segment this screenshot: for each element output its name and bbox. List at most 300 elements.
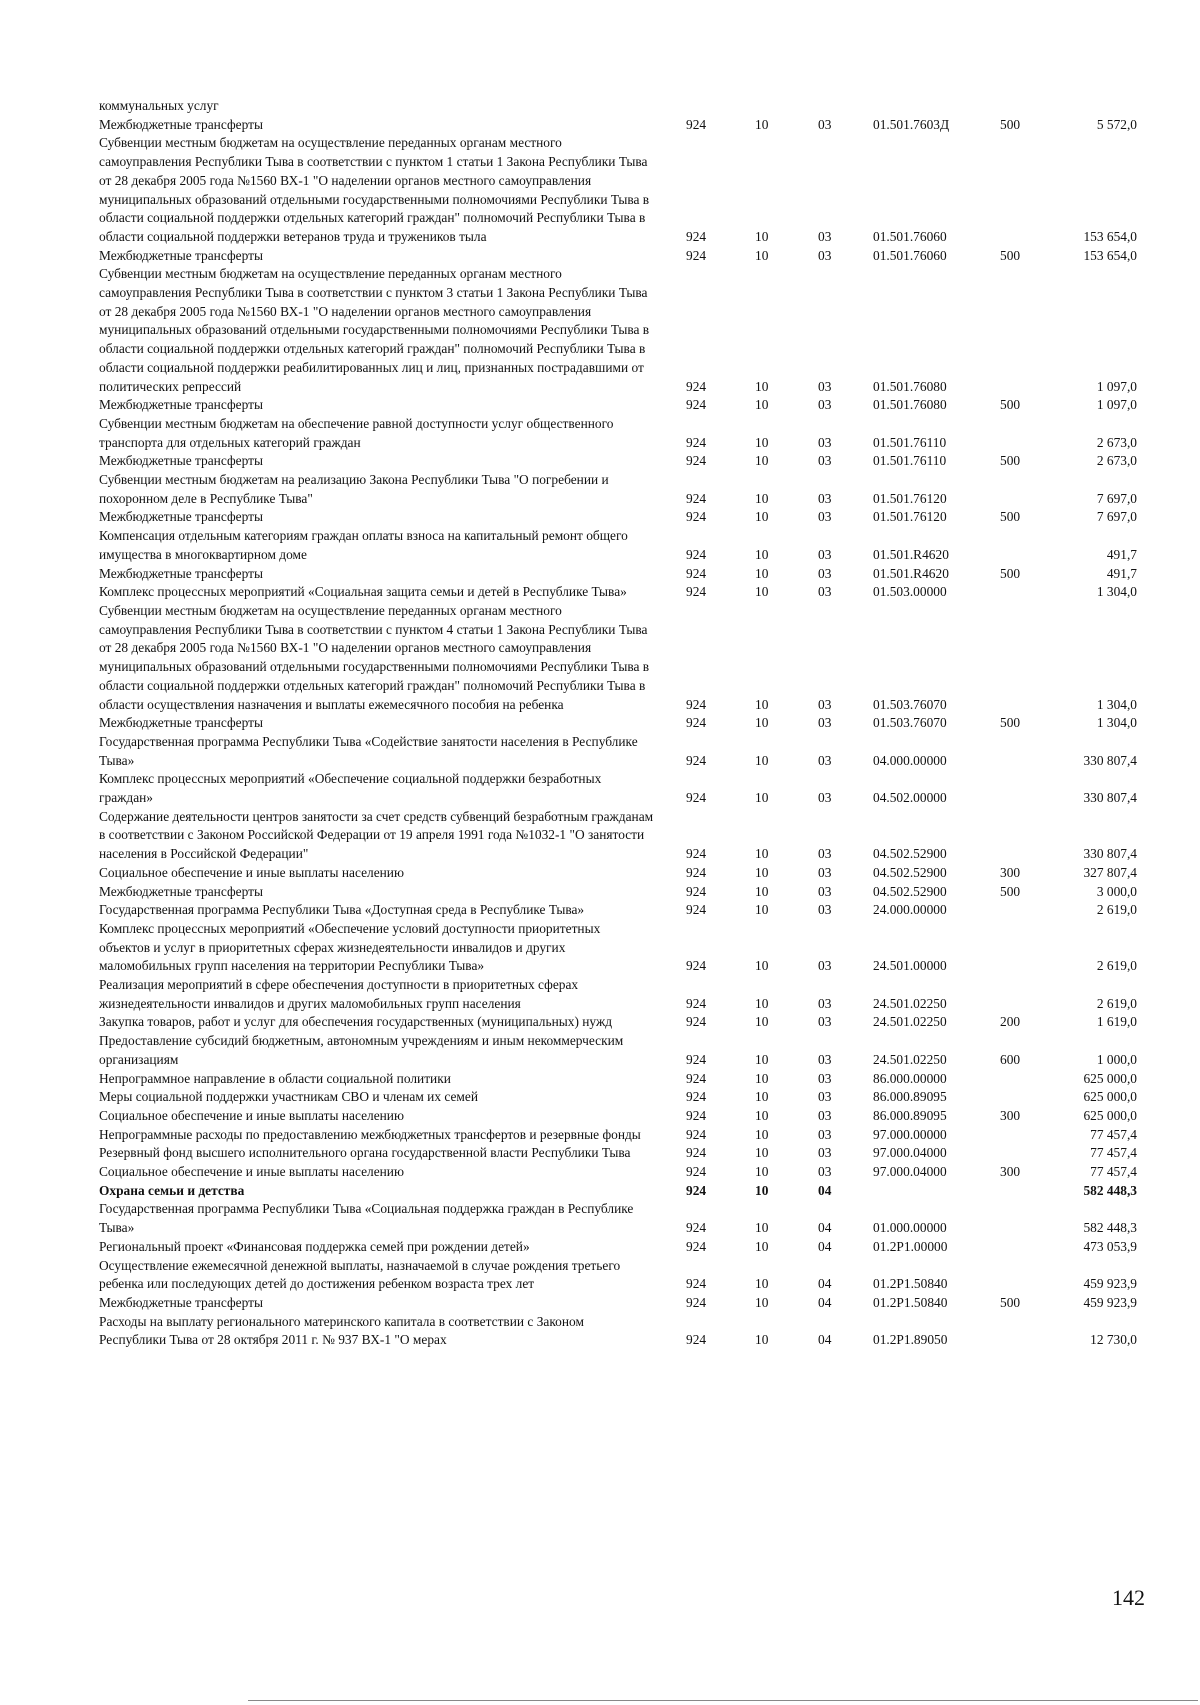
amount: 153 654,0: [1083, 228, 1137, 244]
ved-code: 924: [686, 1051, 707, 1067]
expense-type-code: 500: [1000, 116, 1021, 132]
table-row: [0, 1313, 1200, 1350]
table-row: [0, 116, 1200, 135]
row-name: Предоставление субсидий бюджетным, автономным учреждениям и иным некоммерческим организациям: [99, 1033, 624, 1067]
row-name: Социальное обеспечение и иные выплаты населению: [99, 1107, 404, 1123]
ved-code: 924: [686, 790, 707, 806]
row-name: Компенсация отдельным категориям граждан оплаты взноса на капитальный ремонт общего имущества в многоквартирном доме: [99, 528, 628, 562]
row-codes: [0, 97, 1200, 116]
target-article-code: 01.2P1.50840: [873, 1276, 948, 1292]
row-codes: [0, 1144, 1200, 1163]
target-article-code: 97.000.00000: [873, 1126, 947, 1142]
section-code: 10: [755, 846, 769, 862]
subsection-code: 04: [818, 1182, 832, 1198]
amount: 77 457,4: [1090, 1164, 1137, 1180]
target-article-code: 01.503.00000: [873, 584, 947, 600]
row-name: Межбюджетные трансферты: [99, 116, 263, 132]
expense-type-code: 500: [1000, 509, 1021, 525]
target-article-code: 24.501.00000: [873, 958, 947, 974]
expense-type-code: 500: [1000, 565, 1021, 581]
ved-code: 924: [686, 883, 707, 899]
expense-type-code: 300: [1000, 1107, 1021, 1123]
section-code: 10: [755, 1295, 769, 1310]
target-article-code: 04.000.00000: [873, 752, 947, 768]
table-row: [0, 565, 1200, 584]
subsection-code: 03: [818, 1107, 832, 1123]
table-row: [0, 134, 1200, 246]
target-article-code: 24.501.02250: [873, 995, 947, 1011]
target-article-code: 01.501.7603Д: [873, 116, 950, 132]
target-article-code: 01.501.76060: [873, 247, 947, 263]
row-codes: [0, 1238, 1200, 1257]
row-codes: [0, 714, 1200, 733]
amount: 459 923,9: [1083, 1295, 1137, 1310]
section-code: 10: [755, 228, 769, 244]
target-article-code: 01.503.76070: [873, 715, 947, 731]
amount: 625 000,0: [1083, 1089, 1137, 1105]
table-row: [0, 452, 1200, 471]
row-name: Межбюджетные трансферты: [99, 883, 263, 899]
table-row: [0, 1294, 1200, 1313]
amount: 582 448,3: [1083, 1220, 1137, 1236]
section-code: 10: [755, 1276, 769, 1292]
amount: 459 923,9: [1083, 1276, 1137, 1292]
row-codes: [0, 1275, 1200, 1294]
expense-type-code: 300: [1000, 1164, 1021, 1180]
row-codes: [0, 1182, 1200, 1201]
subsection-code: 03: [818, 584, 832, 600]
ved-code: 924: [686, 247, 707, 263]
target-article-code: 86.000.00000: [873, 1070, 947, 1086]
section-code: 10: [755, 509, 769, 525]
subsection-code: 03: [818, 1126, 832, 1142]
target-article-code: 01.2P1.50840: [873, 1295, 948, 1310]
section-code: 10: [755, 883, 769, 899]
scan-edge-line: [248, 1700, 1198, 1701]
subsection-code: 03: [818, 1164, 832, 1180]
target-article-code: 86.000.89095: [873, 1089, 947, 1105]
row-name: Субвенции местным бюджетам на обеспечение равной доступности услуг общественного транспорта для отдельных категорий граждан: [99, 415, 614, 450]
expense-type-code: 500: [1000, 247, 1021, 263]
subsection-code: 03: [818, 846, 832, 862]
row-name: Комплекс процессных мероприятий «Обеспечение условий доступности приоритетных объектов и услуг в приоритетных сферах жизнедеятельности инвалидов и других маломобильных групп населения на территории Республики Тыва»: [99, 920, 601, 974]
subsection-code: 03: [818, 228, 832, 244]
table-row: [0, 1200, 1200, 1237]
row-name: Социальное обеспечение и иные выплаты населению: [99, 864, 404, 880]
ved-code: 924: [686, 434, 707, 450]
ved-code: 924: [686, 958, 707, 974]
table-row: [0, 1070, 1200, 1089]
section-code: 10: [755, 715, 769, 731]
section-code: 10: [755, 1070, 769, 1086]
section-code: 10: [755, 902, 769, 918]
table-row: [0, 1144, 1200, 1163]
row-codes: [0, 116, 1200, 135]
section-code: 10: [755, 1145, 769, 1161]
amount: 330 807,4: [1083, 846, 1137, 862]
amount: 1 000,0: [1096, 1051, 1137, 1067]
expense-type-code: 600: [1000, 1051, 1021, 1067]
amount: 77 457,4: [1090, 1126, 1137, 1142]
table-row: [0, 733, 1200, 770]
target-article-code: 01.501.R4620: [873, 546, 949, 562]
target-article-code: 86.000.89095: [873, 1107, 947, 1123]
subsection-code: 03: [818, 490, 832, 506]
row-codes: [0, 1051, 1200, 1070]
row-codes: [0, 1331, 1200, 1350]
target-article-code: 01.2P1.00000: [873, 1238, 948, 1254]
ved-code: 924: [686, 1182, 707, 1198]
row-codes: [0, 845, 1200, 864]
row-name: Субвенции местным бюджетам на осуществление переданных органам местного самоуправления Республики Тыва в соответствии с пунктом 1 статьи 1 Закона Республики Тыва от 28 декабря 2005 года №1560 ВХ-1 "О наделении органов местного самоуправления муниципальных образований отдельными государственными полномочиями Республики Тыва в области социальной поддержки отдельных категорий граждан" полномочий Республики Тыва в области социальной поддержки ветеранов труда и тружеников тыла: [99, 135, 650, 244]
table-row: [0, 396, 1200, 415]
table-row: [0, 265, 1200, 396]
subsection-code: 04: [818, 1332, 832, 1348]
target-article-code: 01.000.00000: [873, 1220, 947, 1236]
budget-table: [0, 97, 1200, 1350]
target-article-code: 24.000.00000: [873, 902, 947, 918]
row-codes: [0, 434, 1200, 453]
row-name: Расходы на выплату регионального материнского капитала в соответствии с Законом Республики Тыва от 28 октября 2011 г. № 937 ВХ-1 "О мерах: [99, 1313, 584, 1348]
ved-code: 924: [686, 1332, 707, 1348]
row-codes: [0, 957, 1200, 976]
target-article-code: 01.501.76110: [873, 434, 947, 450]
subsection-code: 03: [818, 696, 832, 712]
section-code: 10: [755, 546, 769, 562]
row-name: Субвенции местным бюджетам на осуществление переданных органам местного самоуправления Республики Тыва в соответствии с пунктом 3 статьи 1 Закона Республики Тыва от 28 декабря 2005 года №1560 ВХ-1 "О наделении органов местного самоуправления муниципальных образований отдельными государственными полномочиями Республики Тыва в области социальной поддержки отдельных категорий граждан" полномочий Республики Тыва в области социальной поддержки реабилитированных лиц и лиц, признанных пострадавшими от политических репрессий: [99, 266, 650, 394]
section-code: 10: [755, 565, 769, 581]
row-name: Субвенции местным бюджетам на осуществление переданных органам местного самоуправления Республики Тыва в соответствии с пунктом 4 статьи 1 Закона Республики Тыва от 28 декабря 2005 года №1560 ВХ-1 "О наделении органов местного самоуправления муниципальных образований отдельными государственными полномочиями Республики Тыва в области социальной поддержки отдельных категорий граждан" полномочий Республики Тыва в области осуществления назначения и выплаты ежемесячного пособия на ребенка: [99, 602, 650, 712]
ved-code: 924: [686, 1070, 707, 1086]
ved-code: 924: [686, 1238, 707, 1254]
section-code: 10: [755, 1182, 769, 1198]
target-article-code: 01.501.76110: [873, 453, 947, 469]
section-code: 10: [755, 958, 769, 974]
table-row: [0, 1163, 1200, 1182]
ved-code: 924: [686, 1014, 707, 1030]
subsection-code: 03: [818, 1089, 832, 1105]
row-name: Межбюджетные трансферты: [99, 715, 263, 731]
subsection-code: 03: [818, 1145, 832, 1161]
section-code: 10: [755, 116, 769, 132]
section-code: 10: [755, 1089, 769, 1105]
target-article-code: 04.502.00000: [873, 790, 947, 806]
subsection-code: 03: [818, 864, 832, 880]
expense-type-code: 500: [1000, 397, 1021, 413]
row-codes: [0, 789, 1200, 808]
table-row: [0, 247, 1200, 266]
subsection-code: 03: [818, 378, 832, 394]
target-article-code: 01.503.76070: [873, 696, 947, 712]
subsection-code: 03: [818, 883, 832, 899]
target-article-code: 01.501.R4620: [873, 565, 949, 581]
ved-code: 924: [686, 864, 707, 880]
table-row: [0, 1257, 1200, 1294]
subsection-code: 03: [818, 715, 832, 731]
table-row: [0, 864, 1200, 883]
ved-code: 924: [686, 565, 707, 581]
ved-code: 924: [686, 546, 707, 562]
amount: 1 304,0: [1096, 696, 1137, 712]
row-codes: [0, 1088, 1200, 1107]
target-article-code: 01.501.76120: [873, 509, 947, 525]
section-code: 10: [755, 378, 769, 394]
section-code: 10: [755, 790, 769, 806]
row-name: Межбюджетные трансферты: [99, 509, 263, 525]
subsection-code: 03: [818, 546, 832, 562]
ved-code: 924: [686, 1220, 707, 1236]
amount: 7 697,0: [1096, 490, 1137, 506]
amount: 1 304,0: [1096, 584, 1137, 600]
ved-code: 924: [686, 378, 707, 394]
subsection-code: 03: [818, 1070, 832, 1086]
row-codes: [0, 490, 1200, 509]
section-code: 10: [755, 584, 769, 600]
target-article-code: 97.000.04000: [873, 1164, 947, 1180]
row-name: Меры социальной поддержки участникам СВО и членам их семей: [99, 1089, 479, 1105]
ved-code: 924: [686, 397, 707, 413]
subsection-code: 03: [818, 116, 832, 132]
amount: 2 673,0: [1096, 434, 1137, 450]
expense-type-code: 500: [1000, 715, 1021, 731]
row-name: Межбюджетные трансферты: [99, 397, 263, 413]
subsection-code: 03: [818, 902, 832, 918]
section-code: 10: [755, 995, 769, 1011]
section-code: 10: [755, 1051, 769, 1067]
ved-code: 924: [686, 1126, 707, 1142]
table-row: [0, 770, 1200, 807]
amount: 327 807,4: [1083, 864, 1137, 880]
amount: 2 673,0: [1096, 453, 1137, 469]
amount: 1 304,0: [1096, 715, 1137, 731]
row-name: Межбюджетные трансферты: [99, 1295, 263, 1310]
subsection-code: 03: [818, 1051, 832, 1067]
ved-code: 924: [686, 453, 707, 469]
row-name: Государственная программа Республики Тыва «Содействие занятости населения в Республике Тыва»: [99, 733, 638, 768]
row-name: Комплекс процессных мероприятий «Обеспечение социальной поддержки безработных граждан»: [99, 771, 602, 806]
ved-code: 924: [686, 509, 707, 525]
row-codes: [0, 247, 1200, 266]
row-name: Осуществление ежемесячной денежной выплаты, назначаемой в случае рождения третьего ребенка или последующих детей до достижения ребенком возраста трех лет: [99, 1257, 621, 1292]
row-name: коммунальных услуг: [99, 98, 219, 113]
target-article-code: 01.501.76060: [873, 228, 947, 244]
ved-code: 924: [686, 1295, 707, 1310]
table-row: [0, 1182, 1200, 1201]
amount: 625 000,0: [1083, 1107, 1137, 1123]
amount: 2 619,0: [1096, 902, 1137, 918]
row-name: Социальное обеспечение и иные выплаты населению: [99, 1164, 404, 1180]
row-codes: [0, 1126, 1200, 1145]
row-name: Реализация мероприятий в сфере обеспечения доступности в приоритетных сферах жизнедеятельности инвалидов и других маломобильных групп населения: [99, 977, 579, 1011]
ved-code: 924: [686, 1276, 707, 1292]
section-code: 10: [755, 1014, 769, 1030]
table-row: [0, 602, 1200, 714]
amount: 2 619,0: [1096, 958, 1137, 974]
table-row: [0, 901, 1200, 920]
row-codes: [0, 565, 1200, 584]
row-codes: [0, 1013, 1200, 1032]
ved-code: 924: [686, 1145, 707, 1161]
row-name: Государственная программа Республики Тыва «Социальная поддержка граждан в Республике Тыва»: [99, 1201, 634, 1236]
row-name: Содержание деятельности центров занятости за счет средств субвенций безработным гражданам в соответствии с Законом Российской Федерации от 19 апреля 1991 года №1032-1 "О занятости населения в Российской Федерации": [99, 808, 654, 862]
table-row: [0, 508, 1200, 527]
subsection-code: 04: [818, 1238, 832, 1254]
table-row: [0, 583, 1200, 602]
row-name: Комплекс процессных мероприятий «Социальная защита семьи и детей в Республике Тыва»: [99, 584, 627, 600]
subsection-code: 03: [818, 958, 832, 974]
ved-code: 924: [686, 584, 707, 600]
amount: 491,7: [1106, 546, 1137, 562]
row-name: Резервный фонд высшего исполнительного органа государственной власти Республики Тыва: [99, 1145, 631, 1161]
table-row: [0, 883, 1200, 902]
table-row: [0, 1032, 1200, 1069]
section-code: 10: [755, 1107, 769, 1123]
table-row: [0, 97, 1200, 116]
target-article-code: 01.501.76120: [873, 490, 947, 506]
expense-type-code: 200: [1000, 1014, 1021, 1030]
row-codes: [0, 864, 1200, 883]
amount: 153 654,0: [1083, 247, 1137, 263]
ved-code: 924: [686, 490, 707, 506]
amount: 5 572,0: [1096, 116, 1137, 132]
row-codes: [0, 995, 1200, 1014]
section-code: 10: [755, 397, 769, 413]
subsection-code: 03: [818, 453, 832, 469]
amount: 582 448,3: [1083, 1182, 1137, 1198]
subsection-code: 03: [818, 565, 832, 581]
section-code: 10: [755, 1164, 769, 1180]
target-article-code: 24.501.02250: [873, 1014, 947, 1030]
section-code: 10: [755, 1126, 769, 1142]
section-code: 10: [755, 453, 769, 469]
table-row: [0, 714, 1200, 733]
row-codes: [0, 452, 1200, 471]
amount: 7 697,0: [1096, 509, 1137, 525]
ved-code: 924: [686, 228, 707, 244]
target-article-code: 01.501.76080: [873, 397, 947, 413]
row-codes: [0, 396, 1200, 415]
table-row: [0, 1013, 1200, 1032]
page-number: 142: [1112, 1585, 1145, 1610]
table-row: [0, 1126, 1200, 1145]
row-name: Межбюджетные трансферты: [99, 565, 263, 581]
target-article-code: 01.501.76080: [873, 378, 947, 394]
section-code: 10: [755, 1332, 769, 1348]
table-row: [0, 1088, 1200, 1107]
row-codes: [0, 508, 1200, 527]
amount: 1 097,0: [1096, 378, 1137, 394]
target-article-code: 04.502.52900: [873, 883, 947, 899]
row-name: Непрограммные расходы по предоставлению межбюджетных трансфертов и резервные фонды: [99, 1126, 641, 1142]
amount: 3 000,0: [1096, 883, 1137, 899]
row-codes: [0, 228, 1200, 247]
section-code: 10: [755, 1238, 769, 1254]
amount: 625 000,0: [1083, 1070, 1137, 1086]
row-name: Государственная программа Республики Тыва «Доступная среда в Республике Тыва»: [99, 902, 585, 918]
row-name: Охрана семьи и детства: [99, 1182, 245, 1198]
section-code: 10: [755, 1220, 769, 1236]
amount: 12 730,0: [1090, 1332, 1137, 1348]
amount: 1 619,0: [1096, 1014, 1137, 1030]
row-name: Закупка товаров, работ и услуг для обеспечения государственных (муниципальных) нужд: [99, 1014, 613, 1030]
row-name: Региональный проект «Финансовая поддержка семей при рождении детей»: [99, 1238, 530, 1254]
section-code: 10: [755, 696, 769, 712]
table-row: [0, 920, 1200, 976]
target-article-code: 04.502.52900: [873, 846, 947, 862]
subsection-code: 03: [818, 434, 832, 450]
row-codes: [0, 546, 1200, 565]
expense-type-code: 500: [1000, 883, 1021, 899]
section-code: 10: [755, 434, 769, 450]
table-row: [0, 527, 1200, 564]
table-row: [0, 471, 1200, 508]
ved-code: 924: [686, 846, 707, 862]
target-article-code: 04.502.52900: [873, 864, 947, 880]
amount: 77 457,4: [1090, 1145, 1137, 1161]
row-name: Межбюджетные трансферты: [99, 453, 263, 469]
amount: 1 097,0: [1096, 397, 1137, 413]
row-codes: [0, 696, 1200, 715]
target-article-code: 01.2P1.89050: [873, 1332, 948, 1348]
subsection-code: 04: [818, 1295, 832, 1310]
table-row: [0, 808, 1200, 864]
table-row: [0, 1107, 1200, 1126]
row-name: Межбюджетные трансферты: [99, 247, 263, 263]
expense-type-code: 300: [1000, 864, 1021, 880]
expense-type-code: 500: [1000, 453, 1021, 469]
table-row: [0, 415, 1200, 452]
row-codes: [0, 1163, 1200, 1182]
amount: 330 807,4: [1083, 752, 1137, 768]
subsection-code: 03: [818, 509, 832, 525]
subsection-code: 03: [818, 1014, 832, 1030]
target-article-code: 24.501.02250: [873, 1051, 947, 1067]
section-code: 10: [755, 247, 769, 263]
ved-code: 924: [686, 995, 707, 1011]
row-codes: [0, 883, 1200, 902]
ved-code: 924: [686, 116, 707, 132]
row-name: Субвенции местным бюджетам на реализацию Закона Республики Тыва "О погребении и похоронном деле в Республике Тыва": [99, 472, 609, 506]
row-codes: [0, 1294, 1200, 1313]
section-code: 10: [755, 752, 769, 768]
amount: 491,7: [1106, 565, 1137, 581]
row-codes: [0, 1070, 1200, 1089]
subsection-code: 03: [818, 752, 832, 768]
ved-code: 924: [686, 1164, 707, 1180]
row-codes: [0, 1107, 1200, 1126]
row-codes: [0, 378, 1200, 397]
row-codes: [0, 583, 1200, 602]
ved-code: 924: [686, 696, 707, 712]
amount: 2 619,0: [1096, 995, 1137, 1011]
section-code: 10: [755, 864, 769, 880]
row-name: Непрограммное направление в области социальной политики: [99, 1070, 451, 1086]
expense-type-code: 500: [1000, 1295, 1021, 1310]
ved-code: 924: [686, 1089, 707, 1105]
subsection-code: 04: [818, 1220, 832, 1236]
subsection-code: 03: [818, 397, 832, 413]
ved-code: 924: [686, 1107, 707, 1123]
ved-code: 924: [686, 715, 707, 731]
subsection-code: 04: [818, 1276, 832, 1292]
row-codes: [0, 901, 1200, 920]
section-code: 10: [755, 490, 769, 506]
subsection-code: 03: [818, 995, 832, 1011]
amount: 330 807,4: [1083, 790, 1137, 806]
amount: 473 053,9: [1083, 1238, 1137, 1254]
subsection-code: 03: [818, 790, 832, 806]
ved-code: 924: [686, 902, 707, 918]
